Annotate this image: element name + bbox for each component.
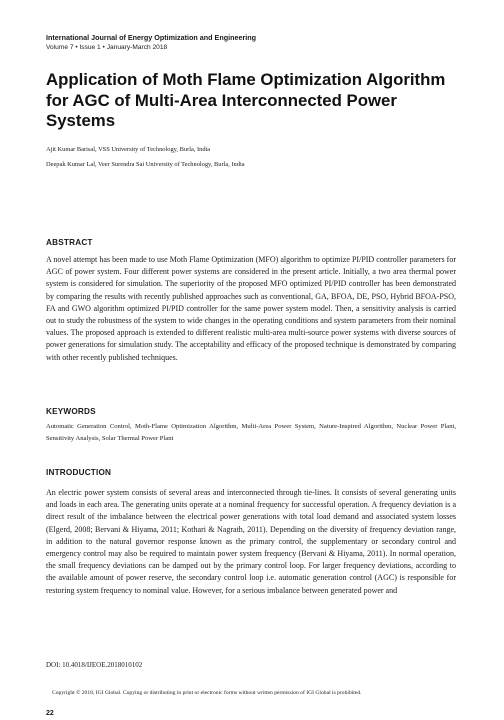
issue-info: Volume 7 • Issue 1 • January-March 2018: [46, 44, 168, 51]
article-title: Application of Moth Flame Optimization Algorithm for AGC of Multi-Area Interconnected Power Systems: [46, 70, 446, 130]
keywords-text: Automatic Generation Control, Moth-Flame Optimization Algorithm, Multi-Area Power System, Nature-Inspired Algorithm, Nuclear Power Plant, Sensitivity Analysis, Solar Thermal Power Plant: [46, 423, 456, 442]
doi[interactable]: DOI: 10.4018/IJEOE.2018010102: [46, 661, 143, 669]
abstract-heading: ABSTRACT: [46, 238, 93, 247]
author-2: Deepak Kumar Lal, Veer Surendra Sai University of Technology, Burla, India: [46, 161, 245, 168]
introduction-heading: INTRODUCTION: [46, 468, 112, 477]
page-number: 22: [46, 710, 54, 717]
introduction-text: An electric power system consists of several areas and interconnected through tie-lines. It consists of several generating units and loads in each area. The generating units operate at a nominal frequency for successful operation. A frequency deviation is a direct result of the imbalance between the electrical power generations with total load demand and associated system losses (Elgerd, 2008; Bervani & Hiyama, 2011; Kothari & Nagrath, 2011). Depending on the diversity of frequency deviation range, in addition to the natural governor response known as the primary control, the supplementary or secondary control and emergency control may also be required to maintain power system frequency (Bervani & Hiyama, 2011). In normal operation, the small frequency deviations can be damped out by the primary control loop. For larger frequency deviations, according to the available amount of power reserve, the secondary control loop i.e. automatic generation control (AGC) is responsible for restoring system frequency to nominal value. However, for a serious imbalance between generated power and: [46, 488, 456, 595]
abstract-text: A novel attempt has been made to use Moth Flame Optimization (MFO) algorithm to optimize PI/PID controller parameters for AGC of power system. Four different power systems are considered in the present article. Initially, a two area thermal power system is considered for simulation. The superiority of the proposed MFO optimized PI/PID controller has been demonstrated by comparing the results with recently published approaches such as conventional, GA, BFOA, DE, PSO, Hybrid BFOA-PSO, FA and GWO algorithm optimized PI/PID controller for the same power system model. Then, a sensitivity analysis is carried out to study the robustness of the system to wide changes in the operating conditions and system parameters from their nominal values. The proposed approach is extended to different realistic multi-area multi-source power systems with diverse sources of power generations for simulation study. The acceptability and efficacy of the proposed technique is demonstrated by comparing with other recently published techniques.: [46, 255, 456, 362]
author-1: Ajit Kumar Barisal, VSS University of Technology, Burla, India: [46, 146, 211, 153]
copyright-notice: Copyright © 2018, IGI Global. Copying or distributing in print or electronic forms without written permission of IGI Global is prohibited.: [52, 690, 362, 696]
keywords-heading: KEYWORDS: [46, 407, 96, 416]
journal-name: International Journal of Energy Optimization and Engineering: [46, 33, 257, 42]
